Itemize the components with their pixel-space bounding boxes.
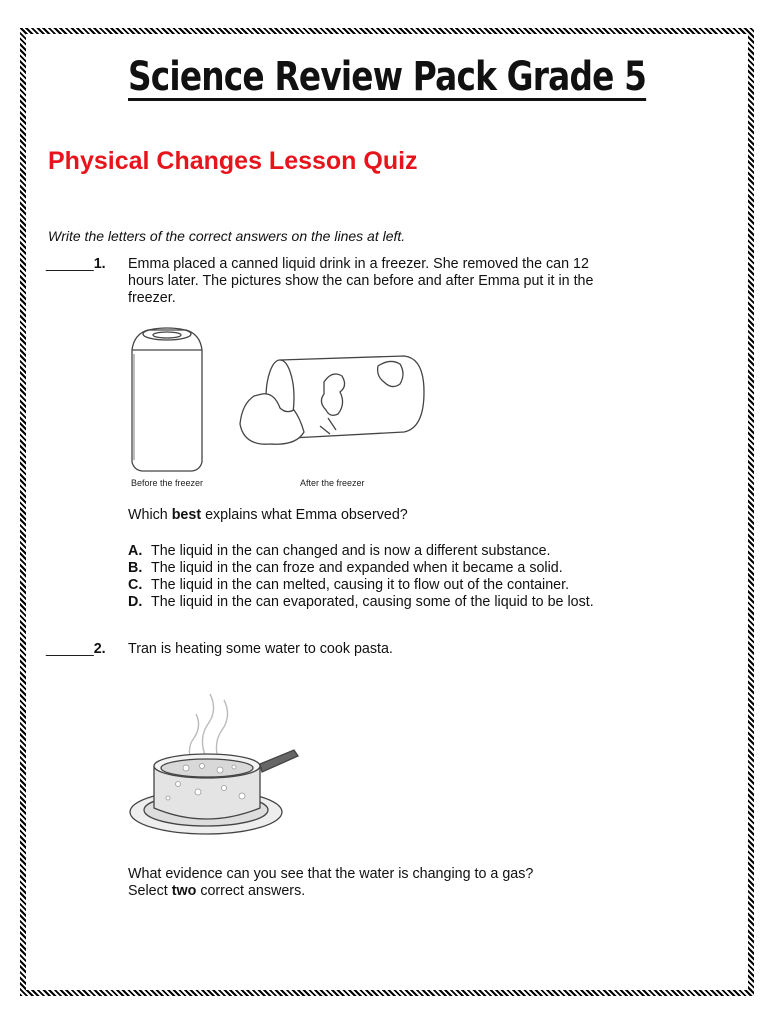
before-caption: Before the freezer — [131, 478, 204, 488]
answer-blank: ______1. — [46, 256, 106, 272]
choice-a: A. The liquid in the can changed and is now a different substance. — [128, 543, 551, 559]
quiz-subtitle: Physical Changes Lesson Quiz — [48, 147, 418, 175]
can-before-image — [126, 324, 208, 474]
question-text: Emma placed a canned liquid drink in a freezer. She removed the can 12 hours later. The pictures show the can before and after Emma put it in the freezer. — [128, 256, 594, 306]
question-2-prompt: What evidence can you see that the water is changing to a gas? Select two correct answers. — [128, 866, 534, 899]
answer-choices — [128, 543, 628, 611]
can-after-image — [234, 352, 428, 452]
choice-d: D. The liquid in the can evaporated, causing some of the liquid to be lost. — [128, 594, 594, 610]
question-1-prompt: Which best explains what Emma observed? — [128, 507, 408, 523]
choice-c: C. The liquid in the can melted, causing it to flow out of the container. — [128, 577, 570, 593]
after-caption: After the freezer — [300, 478, 365, 488]
question-number: 1. — [93, 256, 106, 272]
answer-blank: ______2. — [46, 641, 106, 657]
page-title: Science Review Pack Grade 5 — [128, 54, 647, 100]
question-number: 2. — [93, 641, 106, 657]
boiling-pot-image — [128, 688, 308, 848]
instructions: Write the letters of the correct answers on the lines at left. — [48, 228, 406, 244]
choice-b: B. The liquid in the can froze and expanded when it became a solid. — [128, 560, 563, 576]
question-text: Tran is heating some water to cook pasta. — [128, 641, 393, 657]
